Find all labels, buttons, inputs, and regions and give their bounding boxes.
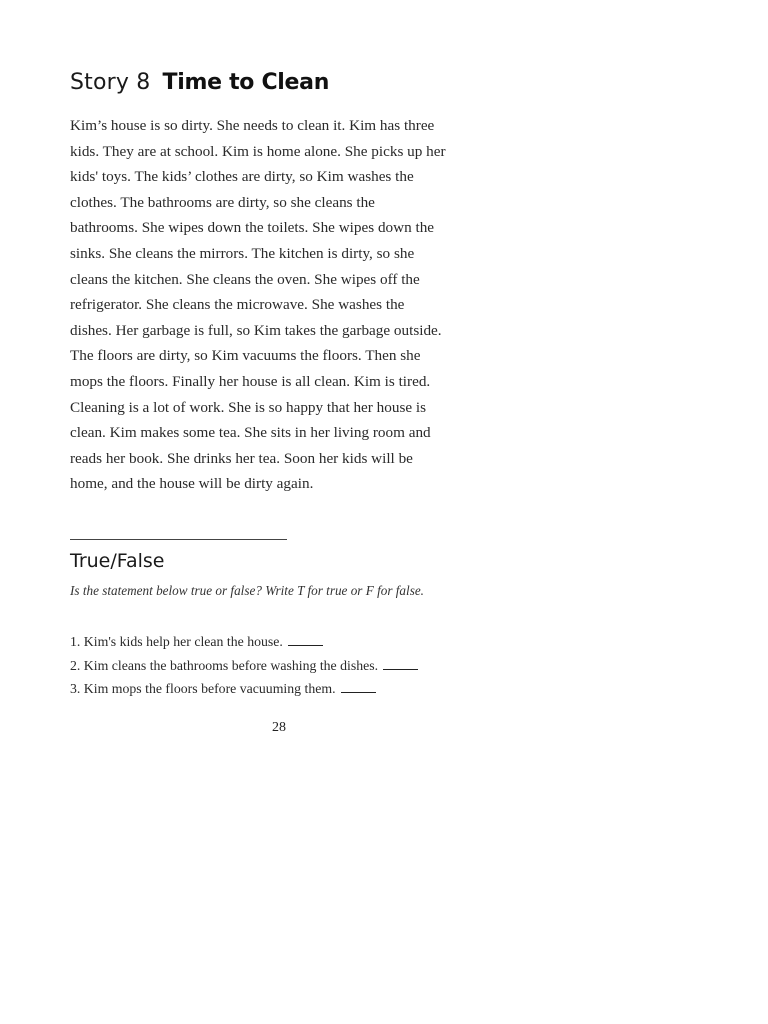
page-number: 28 [272,720,286,735]
story-line: dishes. Her garbage is full, so Kim takes the garbage outside. [70,321,442,339]
story-line: reads her book. She drinks her tea. Soon her kids will be [70,449,413,467]
question-list [70,630,418,701]
question-item [70,677,418,701]
question-text: 1. Kim's kids help her clean the house. [70,634,283,649]
story-line: kids' toys. The kids’ clothes are dirty, so Kim washes the [70,168,414,186]
exercise-title: True/False [70,550,165,572]
story-line: kids. They are at school. Kim is home alone. She picks up her [70,142,446,160]
answer-blank[interactable] [383,657,418,670]
story-number-label: Story 8 [70,70,151,95]
section-divider [70,539,287,540]
story-line: clothes. The bathrooms are dirty, so she cleans the [70,193,375,211]
story-line: sinks. She cleans the mirrors. The kitchen is dirty, so she [70,244,415,262]
question-item [70,630,418,654]
question-text: 2. Kim cleans the bathrooms before washing the dishes. [70,657,379,673]
story-line: cleans the kitchen. She cleans the oven. She wipes off the [70,270,420,288]
question-text: 3. Kim mops the floors before vacuuming them. [70,681,336,696]
answer-blank[interactable] [341,680,376,693]
story-line: Cleaning is a lot of work. She is so happy that her house is [70,398,427,416]
answer-blank[interactable] [288,633,323,646]
story-line: home, and the house will be dirty again. [70,475,314,493]
story-line: mops the floors. Finally her house is all clean. Kim is tired. [70,372,431,390]
story-heading [70,70,329,106]
story-line: refrigerator. She cleans the microwave. She washes the [70,296,405,314]
story-line: clean. Kim makes some tea. She sits in her living room and [70,424,431,442]
question-item [70,654,418,678]
story-line: The floors are dirty, so Kim vacuums the floors. Then she [70,347,421,365]
story-title: Time to Clean [162,70,330,95]
story-line: bathrooms. She wipes down the toilets. She wipes down the [70,219,435,237]
story-line: Kim’s house is so dirty. She needs to clean it. Kim has three [70,117,435,134]
story-text [70,113,500,497]
exercise-instructions: Is the statement below true or false? Write T for true or F for false. [70,583,424,598]
